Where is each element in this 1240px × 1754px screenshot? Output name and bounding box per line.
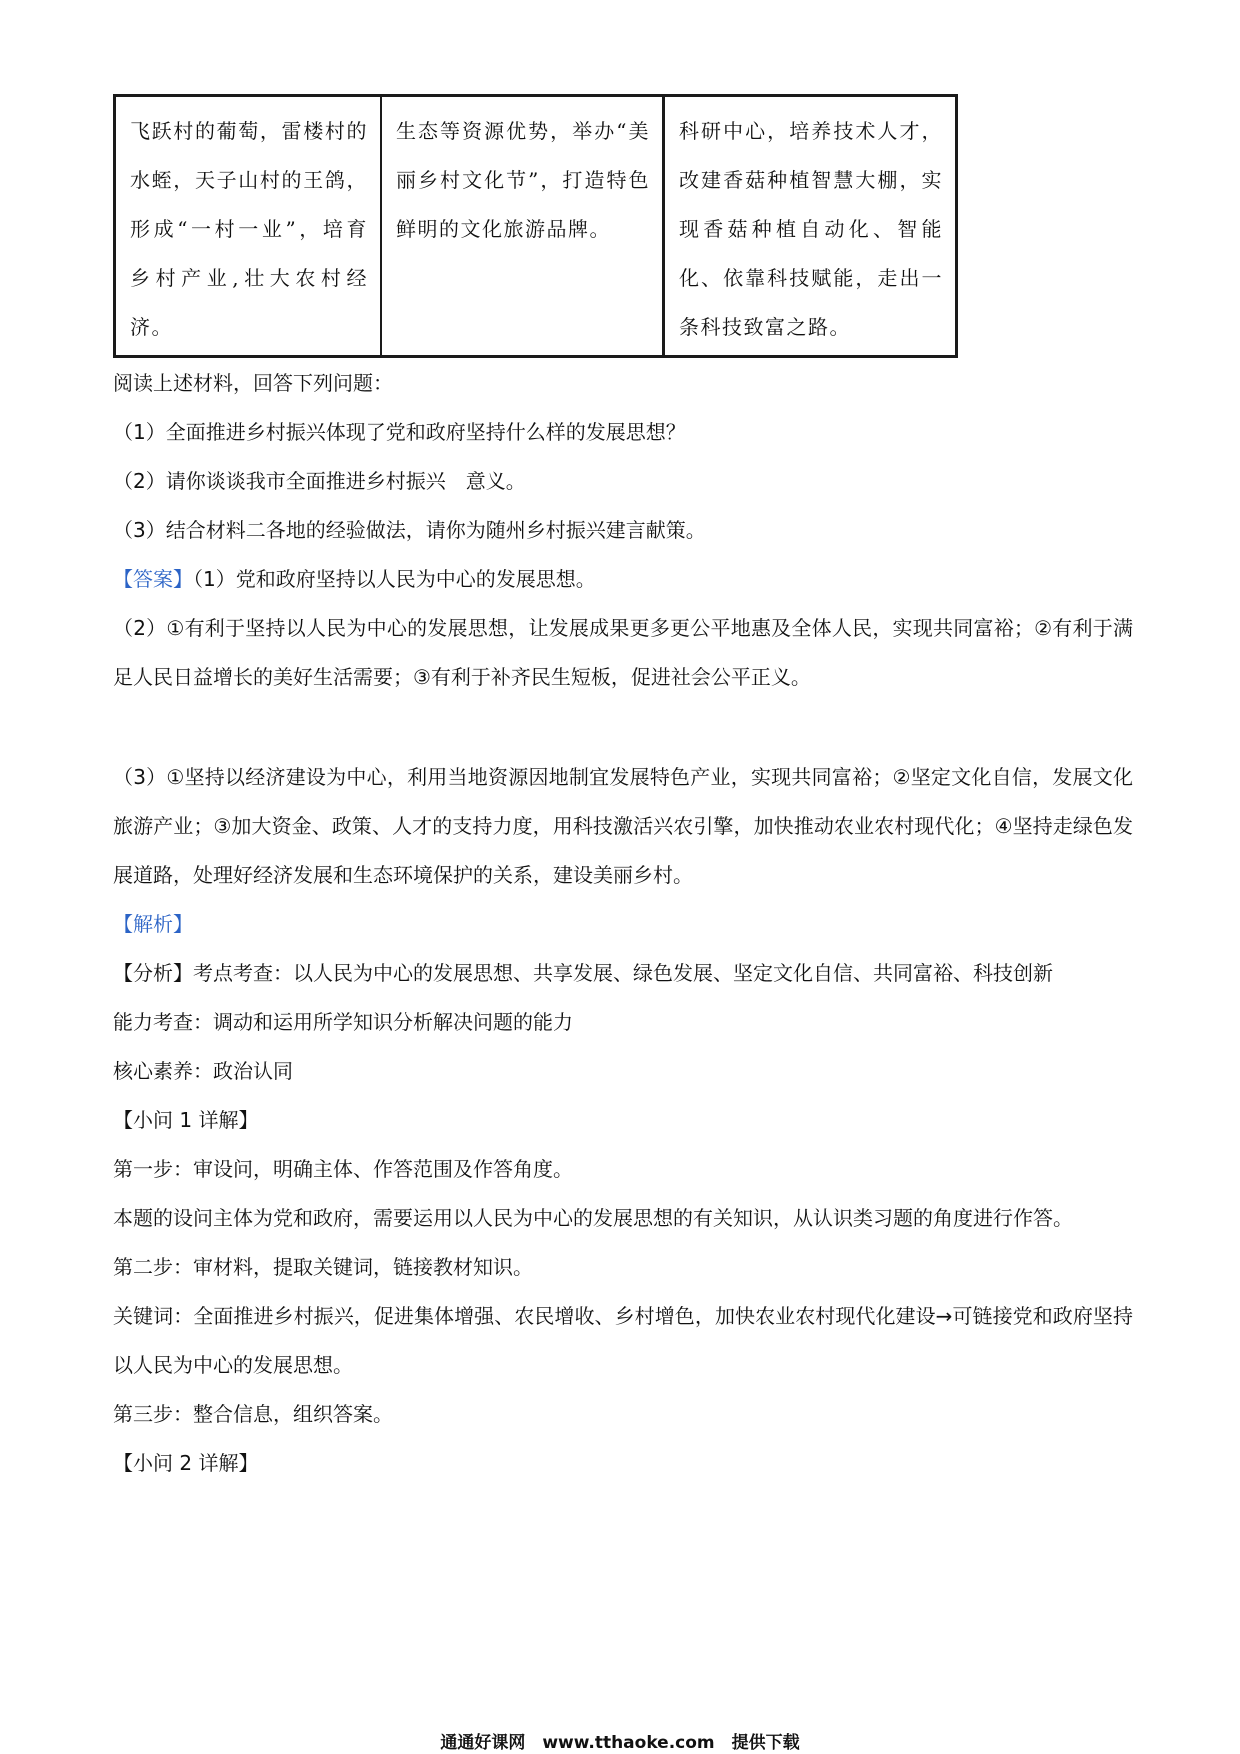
step-2: 第二步：审材料，提取关键词，链接教材知识。: [113, 1255, 533, 1279]
answer-analysis-block: [113, 753, 1133, 1488]
page-footer: 通通好课网 www.tthaoke.com 提供下载: [440, 1733, 800, 1753]
question-1: （1）全面推进乡村振兴体现了党和政府坚持什么样的发展思想？: [113, 420, 686, 444]
material-cell-2: 生态等资源优势，举办“美丽乡村文化节”，打造特色鲜明的文化旅游品牌。: [382, 97, 665, 355]
step-3: 第三步：整合信息，组织答案。: [113, 1402, 393, 1426]
material-cell-3: 科研中心，培养技术人才，改建香菇种植智慧大棚，实现香菇种植自动化、智能化、依靠科技赋能，走出一条科技致富之路。: [679, 119, 943, 339]
answer-3: （3）①坚持以经济建设为中心，利用当地资源因地制宜发展特色产业，实现共同富裕；②坚定文化自信，发展文化旅游产业；③加大资金、政策、人才的支持力度，用科技激活兴农引擎，加快推动农业农村现代化；④坚持走绿色发展道路，处理好经济发展和生态环境保护的关系，建设美丽乡村。: [113, 765, 1133, 887]
analysis-suyang: 核心素养：政治认同: [113, 1059, 293, 1083]
question-2: （2）请你谈谈我市全面推进乡村振兴 意义。: [113, 469, 526, 493]
step-1-detail: 本题的设问主体为党和政府，需要运用以人民为中心的发展思想的有关知识，从认识类习题的角度进行作答。: [113, 1206, 1073, 1230]
answer-tag: 【答案】: [113, 567, 193, 591]
material-cell-1: 飞跃村的葡萄，雷楼村的水蛭，天子山村的王鸽，形成“一村一业”，培育乡村产业,壮大农村经济。: [116, 97, 382, 355]
q1-detail-title: 【小问 1 详解】: [113, 1108, 259, 1132]
answer-1: （1）党和政府坚持以人民为中心的发展思想。: [193, 567, 596, 591]
material-table: [113, 94, 958, 358]
step-2-detail: 关键词：全面推进乡村振兴，促进集体增强、农民增收、乡村增色，加快农业农村现代化建设→可链接党和政府坚持以人民为中心的发展思想。: [113, 1304, 1133, 1377]
analysis-nengli: 能力考查：调动和运用所学知识分析解决问题的能力: [113, 1010, 573, 1034]
analysis-fenxi: 【分析】考点考查：以人民为中心的发展思想、共享发展、绿色发展、坚定文化自信、共同富裕、科技创新: [113, 961, 1053, 985]
step-1: 第一步：审设问，明确主体、作答范围及作答角度。: [113, 1157, 573, 1181]
q2-detail-title: 【小问 2 详解】: [113, 1451, 259, 1475]
answer-2: （2）①有利于坚持以人民为中心的发展思想，让发展成果更多更公平地惠及全体人民，实现共同富裕；②有利于满足人民日益增长的美好生活需要；③有利于补齐民生短板，促进社会公平正义。: [113, 616, 1133, 689]
question-3: （3）结合材料二各地的经验做法，请你为随州乡村振兴建言献策。: [113, 518, 706, 542]
question-block: [113, 359, 1133, 702]
reading-prompt: 阅读上述材料，回答下列问题：: [113, 371, 393, 395]
answer-1-line: [113, 555, 1133, 604]
analysis-tag: 【解析】: [113, 912, 193, 936]
